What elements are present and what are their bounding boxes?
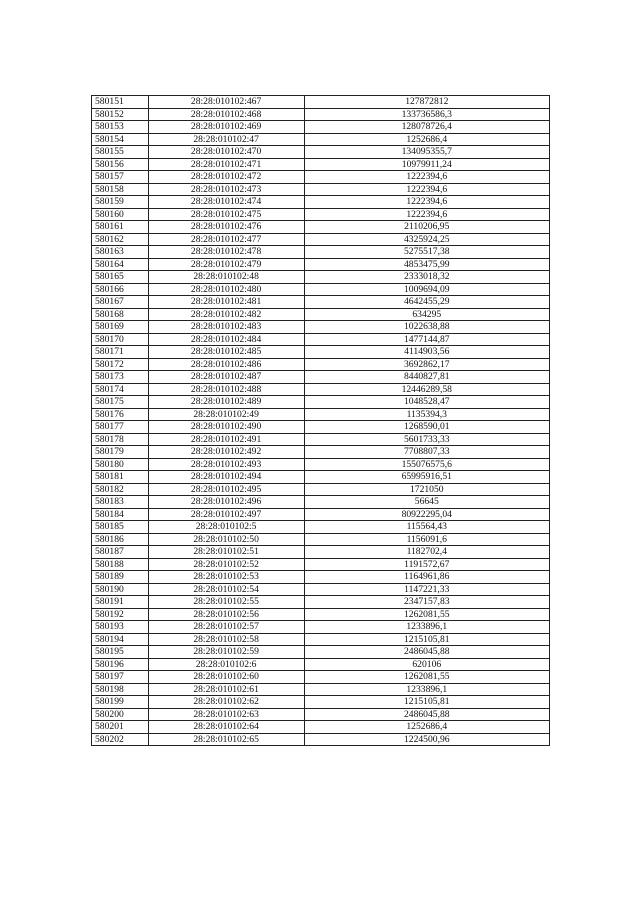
cadastral-value-cell: 65995916,51 xyxy=(304,471,549,484)
row-number-cell: 580180 xyxy=(92,458,149,471)
cadastral-number-cell: 28:28:010102:475 xyxy=(148,208,304,221)
row-number-cell: 580195 xyxy=(92,646,149,659)
cadastral-number-cell: 28:28:010102:487 xyxy=(148,371,304,384)
cadastral-value-cell: 1048528,47 xyxy=(304,396,549,409)
cadastral-value-cell: 5275517,38 xyxy=(304,246,549,259)
cadastral-value-cell: 155076575,6 xyxy=(304,458,549,471)
cadastral-number-cell: 28:28:010102:471 xyxy=(148,158,304,171)
table-row xyxy=(92,546,550,559)
table-row xyxy=(92,658,550,671)
cadastral-value-cell: 4642455,29 xyxy=(304,296,549,309)
cadastral-value-cell: 134095355,7 xyxy=(304,146,549,159)
row-number-cell: 580175 xyxy=(92,396,149,409)
cadastral-value-cell: 2333018,32 xyxy=(304,271,549,284)
cadastral-number-cell: 28:28:010102:55 xyxy=(148,596,304,609)
cadastral-number-cell: 28:28:010102:486 xyxy=(148,358,304,371)
table-row xyxy=(92,396,550,409)
cadastral-number-cell: 28:28:010102:48 xyxy=(148,271,304,284)
table-row xyxy=(92,696,550,709)
table-row xyxy=(92,571,550,584)
table-row xyxy=(92,333,550,346)
table-row xyxy=(92,346,550,359)
row-number-cell: 580177 xyxy=(92,421,149,434)
table-row xyxy=(92,471,550,484)
cadastral-value-cell: 1477144,87 xyxy=(304,333,549,346)
cadastral-value-cell: 133736586,3 xyxy=(304,108,549,121)
cadastral-number-cell: 28:28:010102:62 xyxy=(148,696,304,709)
cadastral-value-cell: 2347157,83 xyxy=(304,596,549,609)
cadastral-value-cell: 1222394,6 xyxy=(304,183,549,196)
cadastral-value-cell: 1215105,81 xyxy=(304,633,549,646)
table-row xyxy=(92,508,550,521)
row-number-cell: 580190 xyxy=(92,583,149,596)
row-number-cell: 580155 xyxy=(92,146,149,159)
cadastral-number-cell: 28:28:010102:47 xyxy=(148,133,304,146)
table-row xyxy=(92,321,550,334)
cadastral-number-cell: 28:28:010102:472 xyxy=(148,171,304,184)
row-number-cell: 580198 xyxy=(92,683,149,696)
cadastral-value-cell: 1135394,3 xyxy=(304,408,549,421)
cadastral-number-cell: 28:28:010102:483 xyxy=(148,321,304,334)
cadastral-number-cell: 28:28:010102:485 xyxy=(148,346,304,359)
cadastral-number-cell: 28:28:010102:496 xyxy=(148,496,304,509)
cadastral-value-cell: 1215105,81 xyxy=(304,696,549,709)
cadastral-value-cell: 1233896,1 xyxy=(304,621,549,634)
row-number-cell: 580171 xyxy=(92,346,149,359)
cadastral-number-cell: 28:28:010102:54 xyxy=(148,583,304,596)
table-row xyxy=(92,296,550,309)
table-row xyxy=(92,96,550,109)
row-number-cell: 580201 xyxy=(92,721,149,734)
cadastral-value-cell: 634295 xyxy=(304,308,549,321)
row-number-cell: 580194 xyxy=(92,633,149,646)
cadastral-number-cell: 28:28:010102:476 xyxy=(148,221,304,234)
row-number-cell: 580187 xyxy=(92,546,149,559)
cadastral-number-cell: 28:28:010102:489 xyxy=(148,396,304,409)
cadastral-value-cell: 1164961,86 xyxy=(304,571,549,584)
table-row xyxy=(92,646,550,659)
table-row xyxy=(92,596,550,609)
cadastral-value-cell: 56645 xyxy=(304,496,549,509)
cadastral-value-cell: 1233896,1 xyxy=(304,683,549,696)
table-row xyxy=(92,708,550,721)
table-row xyxy=(92,371,550,384)
row-number-cell: 580154 xyxy=(92,133,149,146)
cadastral-number-cell: 28:28:010102:61 xyxy=(148,683,304,696)
cadastral-value-cell: 4325924,25 xyxy=(304,233,549,246)
cadastral-value-cell: 1156091,6 xyxy=(304,533,549,546)
row-number-cell: 580183 xyxy=(92,496,149,509)
table-row xyxy=(92,408,550,421)
cadastral-number-cell: 28:28:010102:64 xyxy=(148,721,304,734)
table-row xyxy=(92,258,550,271)
cadastral-value-cell: 10979911,24 xyxy=(304,158,549,171)
row-number-cell: 580157 xyxy=(92,171,149,184)
cadastral-number-cell: 28:28:010102:488 xyxy=(148,383,304,396)
row-number-cell: 580182 xyxy=(92,483,149,496)
cadastral-number-cell: 28:28:010102:491 xyxy=(148,433,304,446)
cadastral-value-cell: 1252686,4 xyxy=(304,721,549,734)
cadastral-number-cell: 28:28:010102:473 xyxy=(148,183,304,196)
cadastral-number-cell: 28:28:010102:484 xyxy=(148,333,304,346)
table-row xyxy=(92,683,550,696)
row-number-cell: 580176 xyxy=(92,408,149,421)
table-row xyxy=(92,271,550,284)
table-row xyxy=(92,521,550,534)
cadastral-value-cell: 1268590,01 xyxy=(304,421,549,434)
row-number-cell: 580184 xyxy=(92,508,149,521)
cadastral-number-cell: 28:28:010102:479 xyxy=(148,258,304,271)
cadastral-number-cell: 28:28:010102:52 xyxy=(148,558,304,571)
cadastral-value-cell: 1222394,6 xyxy=(304,208,549,221)
cadastral-number-cell: 28:28:010102:6 xyxy=(148,658,304,671)
cadastral-number-cell: 28:28:010102:477 xyxy=(148,233,304,246)
row-number-cell: 580181 xyxy=(92,471,149,484)
table-row xyxy=(92,358,550,371)
table-body xyxy=(92,96,550,746)
cadastral-number-cell: 28:28:010102:49 xyxy=(148,408,304,421)
row-number-cell: 580162 xyxy=(92,233,149,246)
row-number-cell: 580191 xyxy=(92,596,149,609)
table-row xyxy=(92,558,550,571)
cadastral-number-cell: 28:28:010102:63 xyxy=(148,708,304,721)
cadastral-value-cell: 1721050 xyxy=(304,483,549,496)
cadastral-value-cell: 1262081,55 xyxy=(304,608,549,621)
row-number-cell: 580164 xyxy=(92,258,149,271)
cadastral-value-cell: 80922295,04 xyxy=(304,508,549,521)
table-row xyxy=(92,121,550,134)
row-number-cell: 580165 xyxy=(92,271,149,284)
row-number-cell: 580152 xyxy=(92,108,149,121)
row-number-cell: 580185 xyxy=(92,521,149,534)
table-row xyxy=(92,458,550,471)
cadastral-value-cell: 127872812 xyxy=(304,96,549,109)
table-row xyxy=(92,496,550,509)
table-row xyxy=(92,671,550,684)
table-row xyxy=(92,583,550,596)
table-row xyxy=(92,433,550,446)
cadastral-value-cell: 620106 xyxy=(304,658,549,671)
cadastral-value-cell: 1147221,33 xyxy=(304,583,549,596)
table-row xyxy=(92,233,550,246)
cadastral-value-cell: 1022638,88 xyxy=(304,321,549,334)
table-row xyxy=(92,221,550,234)
cadastral-value-cell: 1224500,96 xyxy=(304,733,549,746)
row-number-cell: 580169 xyxy=(92,321,149,334)
table-row xyxy=(92,196,550,209)
cadastral-value-cell: 8440827,81 xyxy=(304,371,549,384)
cadastral-value-cell: 1191572,67 xyxy=(304,558,549,571)
row-number-cell: 580170 xyxy=(92,333,149,346)
cadastral-number-cell: 28:28:010102:468 xyxy=(148,108,304,121)
cadastral-number-cell: 28:28:010102:481 xyxy=(148,296,304,309)
cadastral-value-cell: 1222394,6 xyxy=(304,171,549,184)
cadastral-value-cell: 1009694,09 xyxy=(304,283,549,296)
row-number-cell: 580159 xyxy=(92,196,149,209)
cadastral-value-cell: 2486045,88 xyxy=(304,646,549,659)
row-number-cell: 580200 xyxy=(92,708,149,721)
row-number-cell: 580168 xyxy=(92,308,149,321)
row-number-cell: 580173 xyxy=(92,371,149,384)
cadastral-number-cell: 28:28:010102:493 xyxy=(148,458,304,471)
table-row xyxy=(92,383,550,396)
cadastral-number-cell: 28:28:010102:5 xyxy=(148,521,304,534)
cadastral-number-cell: 28:28:010102:490 xyxy=(148,421,304,434)
cadastral-value-cell: 1262081,55 xyxy=(304,671,549,684)
cadastral-value-cell: 1222394,6 xyxy=(304,196,549,209)
table-row xyxy=(92,208,550,221)
cadastral-number-cell: 28:28:010102:58 xyxy=(148,633,304,646)
table-row xyxy=(92,421,550,434)
cadastral-number-cell: 28:28:010102:478 xyxy=(148,246,304,259)
cadastral-value-cell: 4114903,56 xyxy=(304,346,549,359)
row-number-cell: 580151 xyxy=(92,96,149,109)
table-row xyxy=(92,308,550,321)
row-number-cell: 580163 xyxy=(92,246,149,259)
table-row xyxy=(92,108,550,121)
row-number-cell: 580196 xyxy=(92,658,149,671)
cadastral-number-cell: 28:28:010102:60 xyxy=(148,671,304,684)
row-number-cell: 580167 xyxy=(92,296,149,309)
table-row xyxy=(92,133,550,146)
cadastral-value-cell: 5601733,33 xyxy=(304,433,549,446)
row-number-cell: 580178 xyxy=(92,433,149,446)
cadastral-value-cell: 128078726,4 xyxy=(304,121,549,134)
row-number-cell: 580189 xyxy=(92,571,149,584)
cadastral-number-cell: 28:28:010102:65 xyxy=(148,733,304,746)
table-row xyxy=(92,146,550,159)
cadastral-number-cell: 28:28:010102:482 xyxy=(148,308,304,321)
table-row xyxy=(92,171,550,184)
cadastral-number-cell: 28:28:010102:50 xyxy=(148,533,304,546)
cadastral-number-cell: 28:28:010102:53 xyxy=(148,571,304,584)
row-number-cell: 580199 xyxy=(92,696,149,709)
cadastral-value-cell: 2110206,95 xyxy=(304,221,549,234)
cadastral-number-cell: 28:28:010102:469 xyxy=(148,121,304,134)
row-number-cell: 580179 xyxy=(92,446,149,459)
table-row xyxy=(92,608,550,621)
cadastral-number-cell: 28:28:010102:56 xyxy=(148,608,304,621)
row-number-cell: 580160 xyxy=(92,208,149,221)
table-row xyxy=(92,721,550,734)
row-number-cell: 580174 xyxy=(92,383,149,396)
cadastral-value-cell: 7708807,33 xyxy=(304,446,549,459)
cadastral-number-cell: 28:28:010102:467 xyxy=(148,96,304,109)
row-number-cell: 580197 xyxy=(92,671,149,684)
cadastral-number-cell: 28:28:010102:495 xyxy=(148,483,304,496)
table-row xyxy=(92,621,550,634)
cadastral-value-cell: 1252686,4 xyxy=(304,133,549,146)
table-row xyxy=(92,533,550,546)
row-number-cell: 580166 xyxy=(92,283,149,296)
cadastral-value-table xyxy=(91,95,550,746)
cadastral-number-cell: 28:28:010102:474 xyxy=(148,196,304,209)
cadastral-value-cell: 2486045,88 xyxy=(304,708,549,721)
cadastral-value-cell: 1182702,4 xyxy=(304,546,549,559)
cadastral-number-cell: 28:28:010102:492 xyxy=(148,446,304,459)
row-number-cell: 580188 xyxy=(92,558,149,571)
table-row xyxy=(92,733,550,746)
cadastral-number-cell: 28:28:010102:51 xyxy=(148,546,304,559)
cadastral-number-cell: 28:28:010102:470 xyxy=(148,146,304,159)
cadastral-value-cell: 115564,43 xyxy=(304,521,549,534)
cadastral-value-cell: 4853475,99 xyxy=(304,258,549,271)
table-row xyxy=(92,633,550,646)
table-row xyxy=(92,158,550,171)
row-number-cell: 580161 xyxy=(92,221,149,234)
cadastral-number-cell: 28:28:010102:57 xyxy=(148,621,304,634)
cadastral-number-cell: 28:28:010102:497 xyxy=(148,508,304,521)
row-number-cell: 580193 xyxy=(92,621,149,634)
table-row xyxy=(92,483,550,496)
row-number-cell: 580186 xyxy=(92,533,149,546)
table-row xyxy=(92,283,550,296)
cadastral-number-cell: 28:28:010102:480 xyxy=(148,283,304,296)
cadastral-number-cell: 28:28:010102:494 xyxy=(148,471,304,484)
cadastral-number-cell: 28:28:010102:59 xyxy=(148,646,304,659)
row-number-cell: 580202 xyxy=(92,733,149,746)
row-number-cell: 580158 xyxy=(92,183,149,196)
cadastral-value-cell: 3692862,17 xyxy=(304,358,549,371)
table-row xyxy=(92,246,550,259)
row-number-cell: 580192 xyxy=(92,608,149,621)
table-row xyxy=(92,446,550,459)
table-row xyxy=(92,183,550,196)
row-number-cell: 580156 xyxy=(92,158,149,171)
row-number-cell: 580172 xyxy=(92,358,149,371)
row-number-cell: 580153 xyxy=(92,121,149,134)
cadastral-value-cell: 12446289,58 xyxy=(304,383,549,396)
